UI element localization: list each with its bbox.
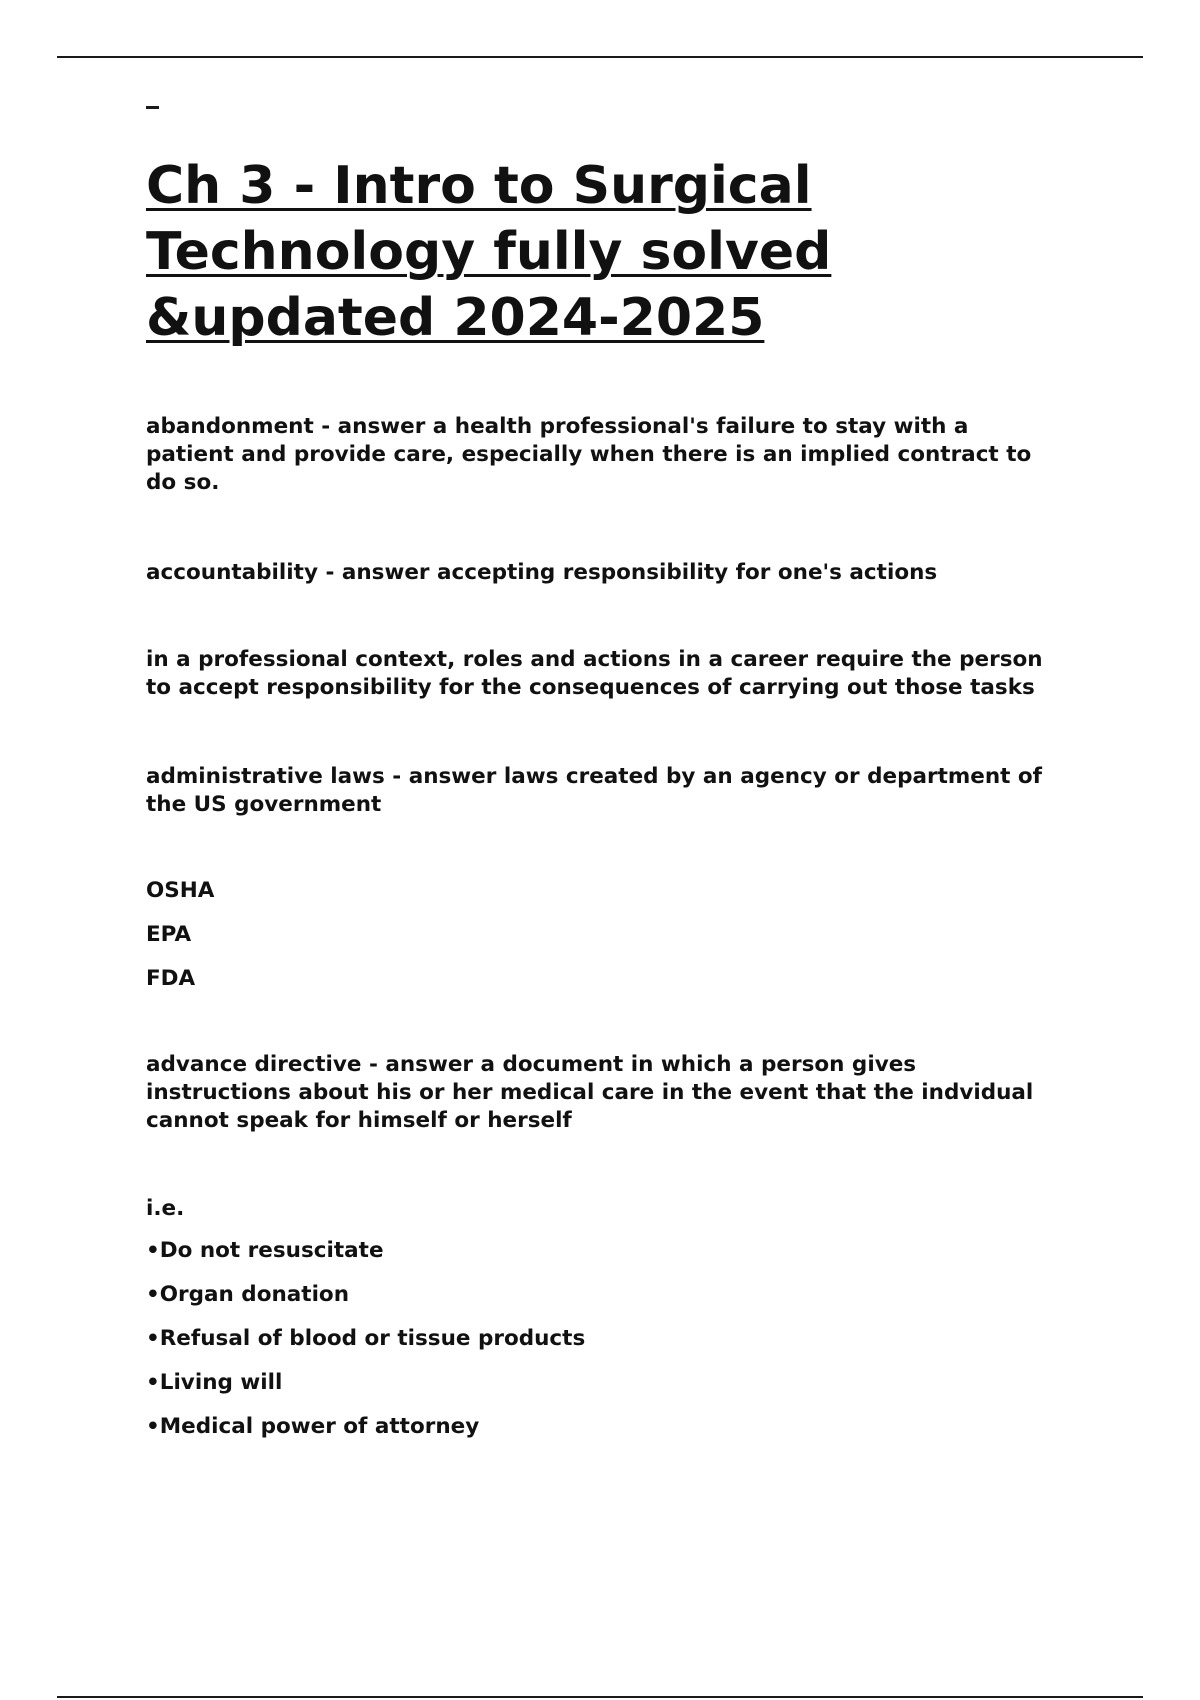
- list-item: •Medical power of attorney: [146, 1414, 480, 1439]
- list-item: •Refusal of blood or tissue products: [146, 1326, 586, 1351]
- entry-professional-context: in a professional context, roles and actions in a career require the person to accept responsibility for the consequences of carrying out those tasks: [146, 647, 1043, 700]
- list-item: •Do not resuscitate: [146, 1238, 384, 1263]
- agency-item: EPA: [146, 922, 192, 947]
- directive-examples-list: [146, 1237, 1086, 1441]
- bottom-rule: [57, 1696, 1143, 1698]
- agency-list: [146, 877, 1086, 993]
- entry-administrative-laws: administrative laws - answer laws created by an agency or department of the US government: [146, 764, 1043, 817]
- top-rule: [57, 56, 1143, 58]
- entry-accountability: accountability - answer accepting responsibility for one's actions: [146, 560, 938, 585]
- ie-label: i.e.: [146, 1196, 185, 1221]
- agency-item: OSHA: [146, 878, 215, 903]
- list-item: •Living will: [146, 1370, 283, 1395]
- entry-advance-directive: advance directive - answer a document in which a person gives instructions about his or her medical care in the event that the indvidual cannot speak for himself or herself: [146, 1052, 1034, 1133]
- page-content: [146, 90, 1086, 1441]
- agency-item: FDA: [146, 966, 196, 991]
- list-item: •Organ donation: [146, 1282, 350, 1307]
- entry-abandonment: abandonment - answer a health professional's failure to stay with a patient and provide care, especially when there is an implied contract to do so.: [146, 414, 1032, 495]
- dash-mark: [146, 106, 159, 109]
- document-title: Ch 3 - Intro to Surgical Technology fully solved &updated 2024-2025: [146, 156, 832, 348]
